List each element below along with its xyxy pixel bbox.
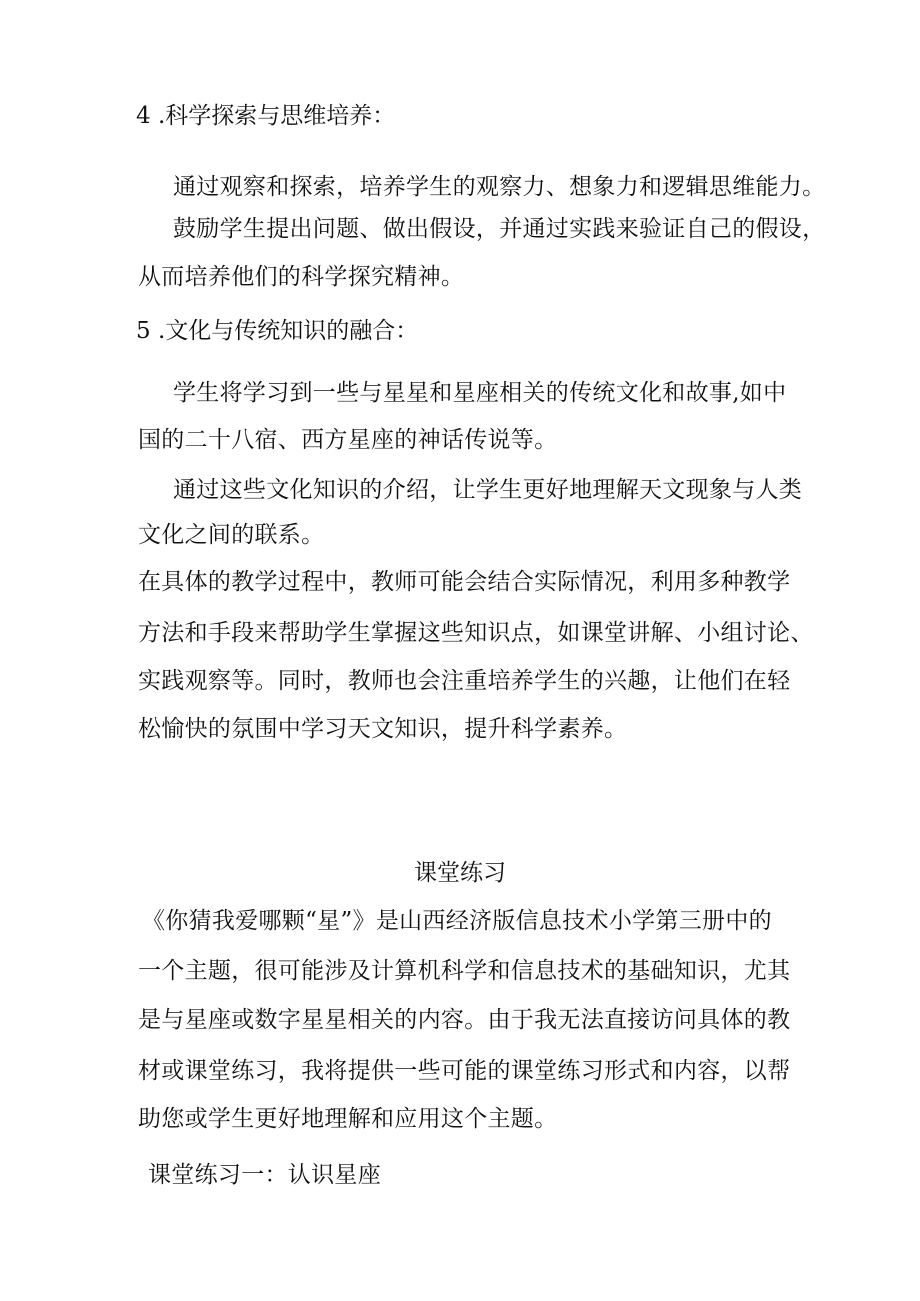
section-4-paragraph-2-line-2: 从而培养他们的科学探究精神。 — [138, 264, 465, 290]
section-5-heading: 5 .文化与传统知识的融合： — [136, 318, 419, 344]
practice-line-3: 是与星座或数字星星相关的内容。由于我无法直接访问具体的教 — [138, 1007, 791, 1033]
practice-line-4: 材或课堂练习，我将提供一些可能的课堂练习形式和内容，以帮 — [138, 1058, 791, 1084]
summary-line-4: 松愉快的氛围中学习天文知识，提升科学素养。 — [138, 716, 628, 742]
summary-line-3: 实践观察等。同时，教师也会注重培养学生的兴趣，让他们在轻 — [138, 668, 791, 694]
practice-line-1: 《你猜我爱哪颗“星”》是山西经济版信息技术小学第三册中的 — [142, 908, 772, 934]
practice-title: 课堂练习 — [414, 860, 506, 886]
section-5-paragraph-1-line-2: 国的二十八宿、西方星座的神话传说等。 — [138, 427, 558, 453]
section-5-paragraph-2-line-1: 通过这些文化知识的介绍，让学生更好地理解天文现象与人类 — [173, 477, 803, 503]
section-5-paragraph-2-line-2: 文化之间的联系。 — [138, 522, 325, 548]
section-5-paragraph-1-line-1: 学生将学习到一些与星星和星座相关的传统文化和故事,如中 — [173, 380, 787, 406]
practice-line-5: 助您或学生更好地理解和应用这个主题。 — [138, 1106, 558, 1132]
section-4-paragraph-1: 通过观察和探索，培养学生的观察力、想象力和逻辑思维能力。 — [173, 174, 826, 200]
summary-line-2: 方法和手段来帮助学生掌握这些知识点，如课堂讲解、小组讨论、 — [138, 620, 814, 646]
practice-line-2: 一个主题，很可能涉及计算机科学和信息技术的基础知识，尤其 — [138, 958, 791, 984]
exercise-1-heading: 课堂练习一：认识星座 — [148, 1162, 381, 1188]
section-4-paragraph-2-line-1: 鼓励学生提出问题、做出假设，并通过实践来验证自己的假设， — [173, 216, 826, 242]
summary-line-1: 在具体的教学过程中，教师可能会结合实际情况，利用多种教学 — [138, 569, 791, 595]
section-4-heading: 4 .科学探索与思维培养： — [136, 103, 396, 129]
